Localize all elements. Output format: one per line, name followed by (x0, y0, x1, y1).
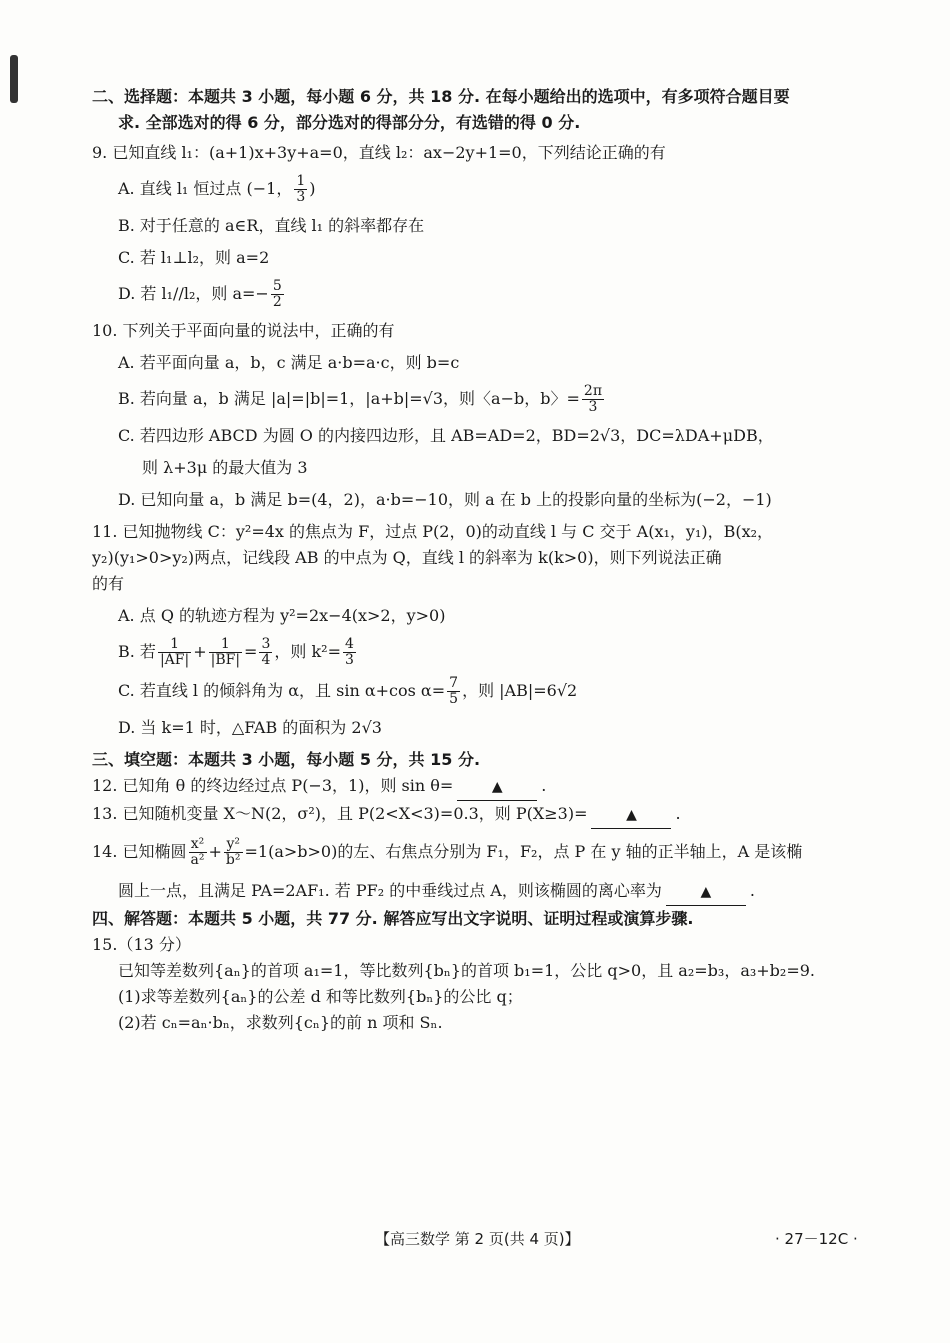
q10-option-b: B. 若向量 a，b 满足 |a|=|b|=1，|a+b|=√3，则〈a−b，b〉= $\frac{2\pi}{3}$ (118, 383, 603, 415)
fraction: $\frac{5}{2}$ (272, 278, 282, 310)
fraction: $\frac{1}{|BF|}$ (210, 636, 241, 668)
q9-option-a: A. 直线 l₁ 恒过点 (−1， $\frac{1}{3}$ ) (118, 173, 316, 205)
fraction: $\frac{2\pi}{3}$ (583, 383, 603, 415)
question-15-part1: (1)求等差数列{aₙ}的公差 d 和等比数列{bₙ}的公比 q； (118, 987, 523, 1006)
question-15-part2: (2)若 cₙ=aₙ·bₙ，求数列{cₙ}的前 n 项和 Sₙ. (118, 1013, 443, 1032)
answer-blank[interactable] (591, 801, 671, 829)
question-14-cont: 圆上一点，且满足 PA=2AF₁. 若 PF₂ 的中垂线过点 A，则该椭圆的离心率为 ▲ . (92, 878, 872, 906)
answer-blank[interactable] (457, 773, 537, 801)
section-4-header: 四、解答题：本题共 5 小题，共 77 分. 解答应写出文字说明、证明过程或演算步骤. (92, 909, 694, 928)
fraction: $\frac{1}{3}$ (296, 173, 306, 205)
question-15: 15.（13 分） (92, 935, 191, 954)
q11-option-d: D. 当 k=1 时，△FAB 的面积为 2√3 (118, 718, 382, 737)
question-10: 10. 下列关于平面向量的说法中，正确的有 (92, 321, 395, 340)
question-9: 9. 已知直线 l₁：(a+1)x+3y+a=0，直线 l₂：ax−2y+1=0，下列结论正确的有 (92, 143, 666, 162)
answer-blank[interactable] (666, 878, 746, 906)
question-13: 13. 已知随机变量 X～N(2，σ²)，且 P(2<X<3)=0.3，则 P(X≥3)= ▲ . (92, 801, 872, 829)
fraction: $\frac{3}{4}$ (261, 636, 271, 668)
footer-code: · 27－12C · (775, 1230, 858, 1248)
q10-option-d: D. 已知向量 a，b 满足 b=(4，2)，a·b=−10，则 a 在 b 上的投影向量的坐标为(−2，−1) (118, 490, 772, 509)
footer-page-info: 【高三数学 第 2 页(共 4 页)】 (375, 1230, 580, 1248)
q9-option-d: D. 若 l₁//l₂，则 a=− $\frac{5}{2}$ (118, 278, 282, 310)
fraction: $\frac{1}{|AF|}$ (159, 636, 190, 668)
question-14: 14. 已知椭圆 $\frac{\text{x²}}{\text{a²}}$ + $\frac{\text{y²}}{\text{b²}}$ =1(a>b>0)的左、右焦点分别为 F₁，F₂，点 P 在 y 轴的正半轴上，A 是该椭 (92, 836, 803, 868)
triangle-icon: ▲ (626, 807, 637, 823)
question-11-cont: y₂)(y₁>0>y₂)两点，记线段 AB 的中点为 Q，直线 l 的斜率为 k(k>0)，则下列说法正确 (92, 548, 722, 567)
q11-option-c: C. 若直线 l 的倾斜角为 α，且 sin α+cos α= $\frac{7}{5}$ ，则 |AB|=6√2 (118, 675, 578, 707)
fraction: $\frac{\text{y²}}{\text{b²}}$ (225, 836, 241, 868)
section-3-header: 三、填空题：本题共 3 小题，每小题 5 分，共 15 分. (92, 750, 481, 769)
q10-option-c-cont: 则 λ+3μ 的最大值为 3 (142, 458, 308, 477)
exam-page (92, 84, 872, 1036)
q10-option-c: C. 若四边形 ABCD 为圆 O 的内接四边形，且 AB=AD=2，BD=2√3，DC=λDA+μDB， (118, 426, 774, 445)
question-15-text: 已知等差数列{aₙ}的首项 a₁=1，等比数列{bₙ}的首项 b₁=1，公比 q>0，且 a₂=b₃，a₃+b₂=9. (118, 961, 816, 980)
q9-option-c: C. 若 l₁⊥l₂，则 a=2 (118, 248, 270, 267)
question-12: 12. 已知角 θ 的终边经过点 P(−3，1)，则 sin θ= ▲ . (92, 773, 872, 801)
triangle-icon: ▲ (491, 779, 503, 795)
fraction: $\frac{4}{3}$ (344, 636, 354, 668)
q9-option-b: B. 对于任意的 a∈R，直线 l₁ 的斜率都存在 (118, 216, 425, 235)
section-2-header-cont: 求. 全部选对的得 6 分，部分选对的得部分分，有选错的得 0 分. (118, 113, 581, 132)
question-11: 11. 已知抛物线 C：y²=4x 的焦点为 F，过点 P(2，0)的动直线 l 与 C 交于 A(x₁，y₁)，B(x₂， (92, 522, 774, 541)
fraction: $\frac{7}{5}$ (449, 675, 459, 707)
q11-option-a: A. 点 Q 的轨迹方程为 y²=2x−4(x>2，y>0) (118, 606, 446, 625)
section-2-header: 二、选择题：本题共 3 小题，每小题 6 分，共 18 分. 在每小题给出的选项中，有多项符合题目要 (92, 87, 790, 106)
triangle-icon: ▲ (700, 884, 712, 900)
scan-edge-mark (10, 55, 18, 103)
question-11-cont2: 的有 (92, 574, 125, 593)
q11-option-b: B. 若 $\frac{1}{|AF|}$ + $\frac{1}{|BF|}$ = $\frac{3}{4}$ ，则 k²= $\frac{4}{3}$ (118, 636, 354, 668)
q10-option-a: A. 若平面向量 a，b，c 满足 a·b=a·c，则 b=c (118, 353, 460, 372)
fraction: $\frac{\text{x²}}{\text{a²}}$ (190, 836, 205, 868)
